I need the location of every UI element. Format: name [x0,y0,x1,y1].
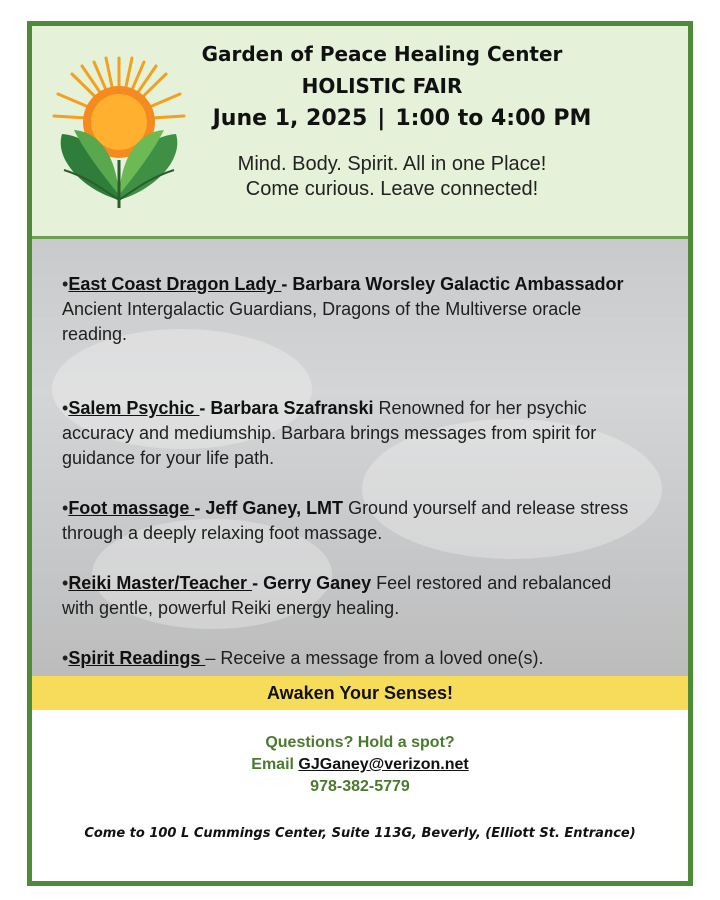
bullet: • [62,573,69,593]
service-entry-reiki [62,571,642,621]
contact-question: Questions? Hold a spot? [265,734,455,751]
tagline-primary: Mind. Body. Spirit. All in one Place! [237,153,547,175]
service-entry-spirit-readings [62,646,642,671]
service-entry-dragon-lady [62,272,642,347]
practitioner-name: Gerry Ganey [263,573,372,593]
service-title: Foot massage [68,498,195,518]
services-section [32,239,688,676]
service-dash: - [199,398,211,418]
service-description: Receive a message from a loved one(s). [220,648,544,668]
service-dash: – [205,648,221,668]
service-title: East Coast Dragon Lady [68,274,282,294]
practitioner-name: Jeff Ganey, LMT [205,498,344,518]
event-date: June 1, 2025 [212,106,368,131]
event-address: Come to 100 L Cummings Center, Suite 113G, Beverly, (Elliott St. Entrance) [84,826,636,841]
contact-email-line [32,756,688,774]
email-label: Email [251,756,299,773]
service-entry-foot-massage [62,496,642,546]
service-description: Renowned for her psychic accuracy and mediumship. Barbara brings messages from spirit for guidance for your life path. [62,398,597,468]
service-dash: - [194,498,206,518]
bullet: • [62,398,69,418]
service-description: Ground yourself and release stress through a deeply relaxing foot massage. [62,498,629,543]
bullet: • [62,274,69,294]
email-link[interactable]: GJGaney@verizon.net [298,756,469,773]
bullet: • [62,498,69,518]
service-title: Salem Psychic [68,398,200,418]
service-title: Spirit Readings [68,648,206,668]
service-description: Ancient Intergalactic Guardians, Dragons of the Multiverse oracle reading. [62,299,582,344]
event-time: 1:00 to 4:00 PM [395,106,592,131]
service-dash: - [281,274,293,294]
awaken-banner: Awaken Your Senses! [32,676,688,710]
practitioner-name: Barbara Worsley Galactic Ambassador [292,274,624,294]
practitioner-name: Barbara Szafranski [210,398,374,418]
service-title: Reiki Master/Teacher [68,573,253,593]
service-dash: - [252,573,264,593]
event-date-time [192,106,612,131]
tagline-secondary: Come curious. Leave connected! [245,178,539,200]
contact-phone: 978-382-5779 [310,778,410,795]
flyer-frame [27,21,693,886]
service-description: Feel restored and rebalanced with gentle, powerful Reiki energy healing. [62,573,612,618]
organization-name: Garden of Peace Healing Center [201,42,563,66]
service-entry-salem-psychic [62,396,642,471]
date-separator: | [377,106,386,131]
bullet: • [62,648,69,668]
event-title: HOLISTIC FAIR [301,74,463,98]
header-section [32,26,688,239]
